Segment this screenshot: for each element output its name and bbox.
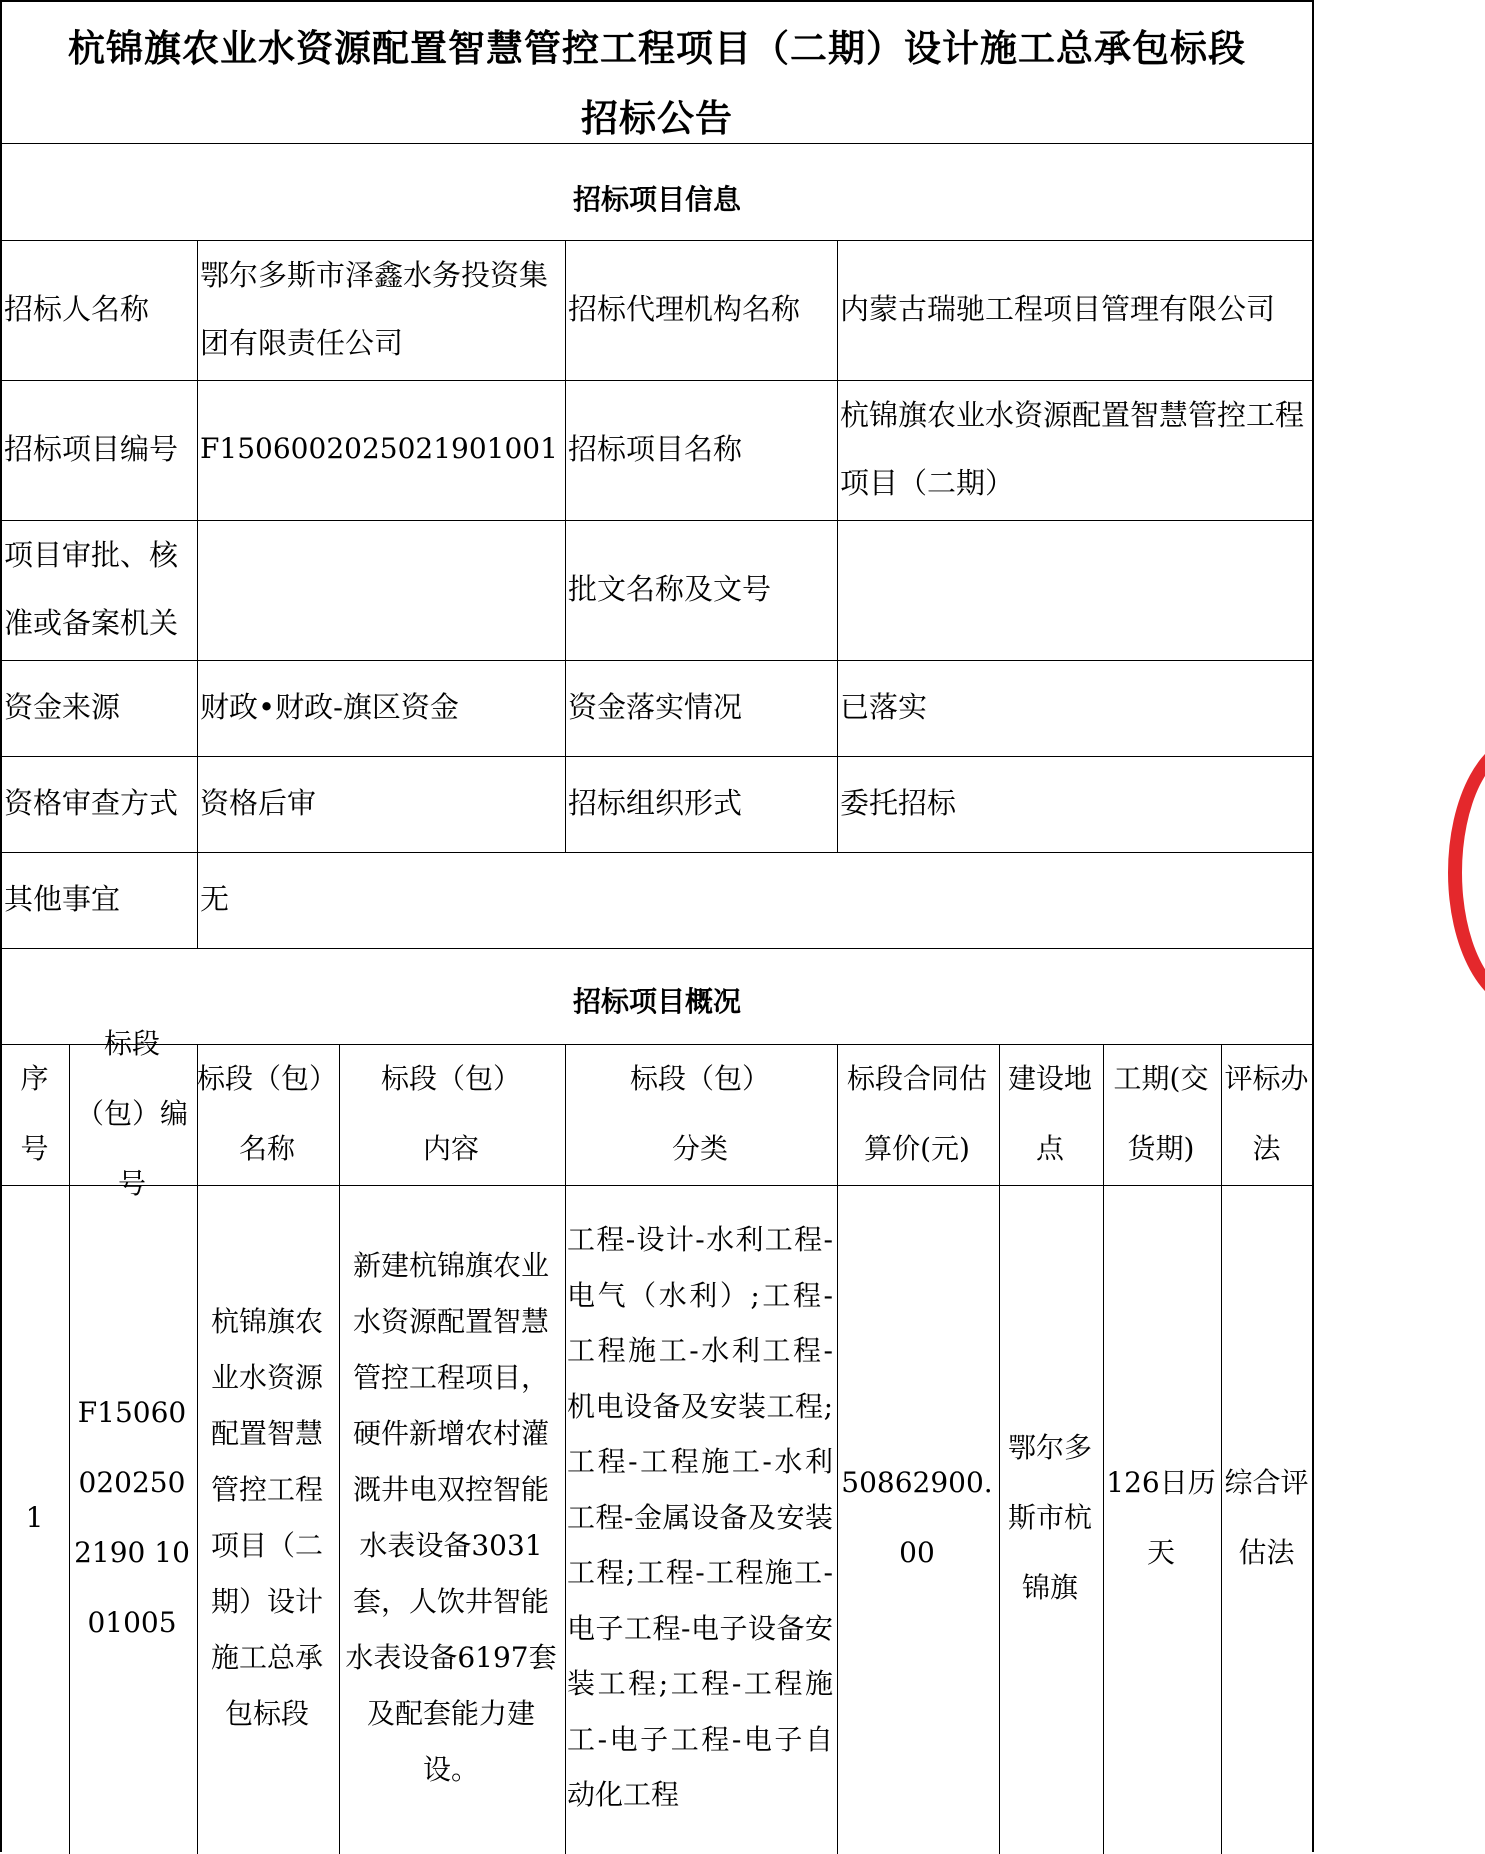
label-approval-doc: 批文名称及文号 <box>568 572 772 606</box>
row-name: 杭锦旗农业水资源配置智慧管控工程项目（二期）设计施工总承包标段 <box>210 1304 323 1730</box>
row-category: 工程-设计-水利工程-电气（水利）;工程-工程施工-水利工程-机电设备及安装工程;工程-工程施工-水利工程-金属设备及安装工程;工程-工程施工-电子工程-电子设备安装工程;工程-工程施工-电子工程-电子自动化工程 <box>567 1223 833 1812</box>
overview-section-heading: 招标项目概况 <box>572 985 741 1018</box>
row-location: 鄂尔多斯市杭锦旗 <box>1007 1430 1092 1604</box>
label-approval-authority: 项目审批、核准或备案机关 <box>4 538 179 640</box>
value-approval-doc <box>838 520 1312 658</box>
col-header-method: 评标办法 <box>1224 1061 1309 1165</box>
row-price: 50862900.00 <box>841 1465 993 1569</box>
row-method: 综合评估法 <box>1224 1465 1309 1569</box>
info-section-heading: 招标项目信息 <box>572 183 741 216</box>
col-header-name: 标段（包）名称 <box>197 1061 338 1165</box>
row-seq: 1 <box>25 1500 44 1534</box>
label-qualification: 资格审查方式 <box>4 786 179 820</box>
label-other: 其他事宜 <box>4 882 121 916</box>
label-organization-form: 招标组织形式 <box>568 786 743 820</box>
row-content: 新建杭锦旗农业水资源配置智慧管控工程项目，硬件新增农村灌溉井电双控智能水表设备3031套，人饮井智能水表设备6197套及配套能力建设。 <box>345 1248 557 1786</box>
title-line-1: 杭锦旗农业水资源配置智慧管控工程项目（二期）设计施工总承包标段 <box>68 27 1246 70</box>
row-code: F150600202502190 1001005 <box>74 1395 190 1639</box>
col-header-category: 标段（包）分类 <box>629 1061 770 1165</box>
title-line-2: 招标公告 <box>581 97 733 140</box>
label-tenderer: 招标人名称 <box>4 292 150 326</box>
value-other: 无 <box>200 882 230 916</box>
col-header-period: 工期(交货期) <box>1113 1061 1209 1165</box>
row-period: 126日历天 <box>1106 1465 1216 1569</box>
value-fund-status: 已落实 <box>840 690 928 724</box>
label-fund-status: 资金落实情况 <box>568 690 743 724</box>
seal-lettering-icon <box>1466 770 1485 970</box>
value-project-code: F1506002025021901001 <box>200 432 558 465</box>
col-header-price: 标段合同估算价(元) <box>846 1061 987 1165</box>
col-header-location: 建设地点 <box>1007 1061 1092 1165</box>
value-project-name: 杭锦旗农业水资源配置智慧管控工程项目（二期） <box>840 398 1305 500</box>
value-organization-form: 委托招标 <box>840 786 957 820</box>
col-header-seq: 序号 <box>20 1061 49 1165</box>
divider <box>2 948 1312 949</box>
label-fund-source: 资金来源 <box>4 690 121 724</box>
col-header-code: 标段（包）编号 <box>75 1026 188 1200</box>
col-header-content: 标段（包）内容 <box>380 1061 521 1165</box>
page-title <box>0 14 1314 154</box>
label-agency: 招标代理机构名称 <box>568 292 801 326</box>
value-approval-authority <box>198 520 563 658</box>
value-agency: 内蒙古瑞驰工程项目管理有限公司 <box>840 292 1276 326</box>
value-tenderer: 鄂尔多斯市泽鑫水务投资集团有限责任公司 <box>200 258 549 360</box>
label-project-name: 招标项目名称 <box>568 432 743 466</box>
value-qualification: 资格后审 <box>200 786 317 820</box>
label-project-code: 招标项目编号 <box>4 432 179 466</box>
value-fund-source: 财政•财政-旗区资金 <box>200 690 459 724</box>
